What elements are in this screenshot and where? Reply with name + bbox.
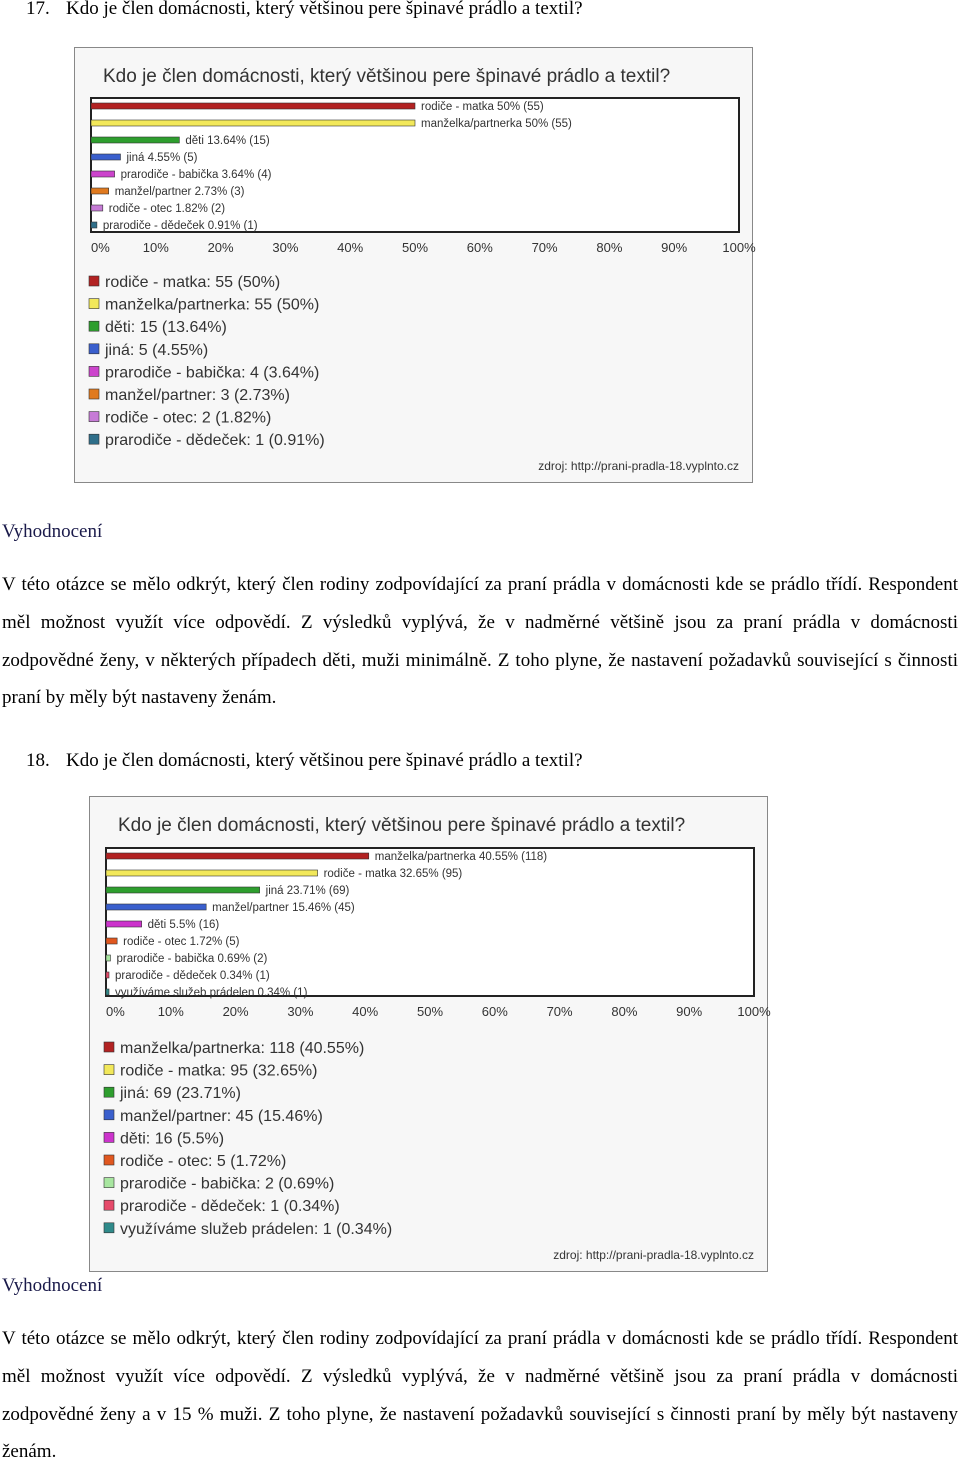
bar-label: manželka/partnerka 50% (55) [421,118,572,130]
x-tick-label: 40% [337,240,364,255]
chart-title: Kdo je člen domácnosti, který většinou pere špinavé prádlo a textil? [103,66,671,87]
bar-label: manželka/partnerka 40.55% (118) [374,851,548,863]
legend-swatch [89,412,99,422]
x-tick-label: 70% [546,1004,573,1019]
legend-entry: manželka/partnerka: 55 (50%) [105,296,320,314]
legend-swatch [89,299,99,309]
question-number: 18. [26,750,50,771]
bar [106,870,318,876]
evaluation-label-1: Vyhodnocení [2,521,103,542]
legend-swatch [104,1200,114,1210]
legend-swatch [104,1223,114,1233]
bar-label: rodiče - otec 1.82% (2) [108,203,226,215]
x-tick-label: 80% [596,240,623,255]
legend-swatch [104,1087,114,1097]
chart-q17 [74,47,756,483]
bar-label: manžel/partner 2.73% (3) [114,186,245,198]
x-tick-label: 80% [611,1004,638,1019]
question-17-heading [26,0,583,20]
bar [91,154,120,160]
x-tick-label: 70% [531,240,558,255]
bar-label: manžel/partner 15.46% (45) [212,902,355,914]
chart-source: zdroj: http://prani-pradla-18.vyplnto.cz [553,1248,754,1262]
legend-entry: děti: 15 (13.64%) [105,319,227,337]
x-tick-label: 90% [676,1004,703,1019]
x-tick-label: 20% [207,240,234,255]
x-tick-label: 30% [287,1004,314,1019]
x-tick-label: 30% [272,240,299,255]
bar [91,188,109,194]
legend-entry: manžel/partner: 3 (2.73%) [105,387,290,404]
x-tick-label: 60% [481,1004,508,1019]
legend-swatch [104,1042,114,1052]
legend-swatch [89,344,99,354]
legend-entry: jiná: 5 (4.55%) [105,341,209,359]
bar-label: prarodiče - babička 0.69% (2) [116,953,268,965]
bar-label: využíváme služeb prádelen 0.34% (1) [115,987,308,999]
legend-entry: prarodiče - dědeček: 1 (0.34%) [120,1198,340,1216]
bar [106,972,109,978]
legend-entry: rodiče - otec: 2 (1.82%) [105,409,272,427]
legend-swatch [89,389,99,399]
evaluation-text-2: V této otázce se mělo odkrýt, který člen rodiny zodpovídající za praní prádla v domácnosti kde se prádlo třídí. Respondent měl možnost využít více odpovědí. Z výsledků vyplývá, že v nadměrné většině jsou za praní prádla v domácnosti zodpovědné ženy a v 15 % muži. Z toho plyne, že nastavení požadavků související s činnosti praní by měly být nastaveny ženám. [2,1328,958,1463]
x-tick-label: 100% [722,240,756,255]
bar-label: rodiče - matka 50% (55) [421,101,544,113]
bar [106,938,117,944]
legend-swatch [104,1110,114,1120]
x-tick-label: 10% [157,1004,184,1019]
bar-label: jiná 4.55% (5) [126,152,198,164]
bar [106,955,110,961]
x-tick-label: 90% [661,240,688,255]
legend-entry: prarodiče - dědeček: 1 (0.91%) [105,432,325,450]
legend-entry: prarodiče - babička: 2 (0.69%) [120,1175,335,1193]
bar-label: prarodiče - dědeček 0.34% (1) [115,970,270,982]
chart-title: Kdo je člen domácnosti, který většinou pere špinavé prádlo a textil? [118,815,686,836]
legend-swatch [89,276,99,286]
x-tick-label: 50% [401,240,429,255]
legend-swatch [89,321,99,331]
x-tick-label: 100% [737,1004,771,1019]
bar [91,171,115,177]
legend-swatch [104,1132,114,1142]
question-number: 17. [26,0,50,19]
question-text: Kdo je člen domácnosti, který většinou pere špinavé prádlo a textil? [66,0,583,19]
legend-entry: manžel/partner: 45 (15.46%) [120,1107,323,1125]
bar [91,205,103,211]
legend-entry: rodiče - matka: 55 (50%) [105,274,281,291]
chart-q18-svg [90,797,771,1271]
chart-q18 [89,796,771,1272]
evaluation-label-2: Vyhodnocení [2,1275,103,1296]
evaluation-text-1: V této otázce se mělo odkrýt, který člen rodiny zodpovídající za praní prádla v domácnosti kde se prádlo třídí. Respondent měl možnost využít více odpovědí. Z výsledků vyplývá, že v nadměrné většině jsou za praní prádla v domácnosti zodpovědné ženy, v některých případech děti, muži minimálně. Z toho plyne, že nastavení požadavků související s činnosti praní by měly být nastaveny ženám. [2,574,958,709]
bar-label: děti 5.5% (16) [147,919,220,931]
bar [91,103,415,109]
legend-entry: jiná: 69 (23.71%) [120,1085,241,1103]
bar [106,887,260,893]
bar [106,989,109,995]
question-18-heading [26,750,583,772]
legend-entry: rodiče - matka: 95 (32.65%) [120,1062,318,1080]
bar-label: prarodiče - dědeček 0.91% (1) [102,220,258,232]
legend-swatch [89,434,99,444]
bar-label: děti 13.64% (15) [185,135,270,147]
bar-label: jiná 23.71% (69) [265,885,350,897]
legend-entry: rodiče - otec: 5 (1.72%) [120,1153,287,1170]
question-text: Kdo je člen domácnosti, který většinou pere špinavé prádlo a textil? [66,750,583,771]
chart-q17-svg [75,48,756,482]
legend-entry: prarodiče - babička: 4 (3.64%) [105,364,320,382]
legend-entry: děti: 16 (5.5%) [120,1130,225,1148]
x-tick-label: 10% [142,240,169,255]
legend-swatch [104,1178,114,1188]
bar-label: prarodiče - babička 3.64% (4) [120,169,272,181]
bar [91,120,415,126]
legend-swatch [104,1065,114,1075]
legend-entry: manželka/partnerka: 118 (40.55%) [120,1040,365,1057]
legend-swatch [89,366,99,376]
x-tick-label: 40% [352,1004,379,1019]
legend-swatch [104,1155,114,1165]
x-tick-label: 60% [466,240,493,255]
bar-label: rodiče - matka 32.65% (95) [323,868,463,880]
chart-source: zdroj: http://prani-pradla-18.vyplnto.cz [538,459,739,473]
bar [91,222,97,228]
bar-label: rodiče - otec 1.72% (5) [123,936,240,948]
bar [106,904,206,910]
bar [91,137,179,143]
x-tick-label: 0% [91,240,110,255]
legend-entry: využíváme služeb prádelen: 1 (0.34%) [120,1220,393,1238]
bar [106,921,142,927]
bar [106,853,369,859]
x-tick-label: 50% [416,1004,444,1019]
x-tick-label: 0% [106,1004,125,1019]
x-tick-label: 20% [222,1004,249,1019]
